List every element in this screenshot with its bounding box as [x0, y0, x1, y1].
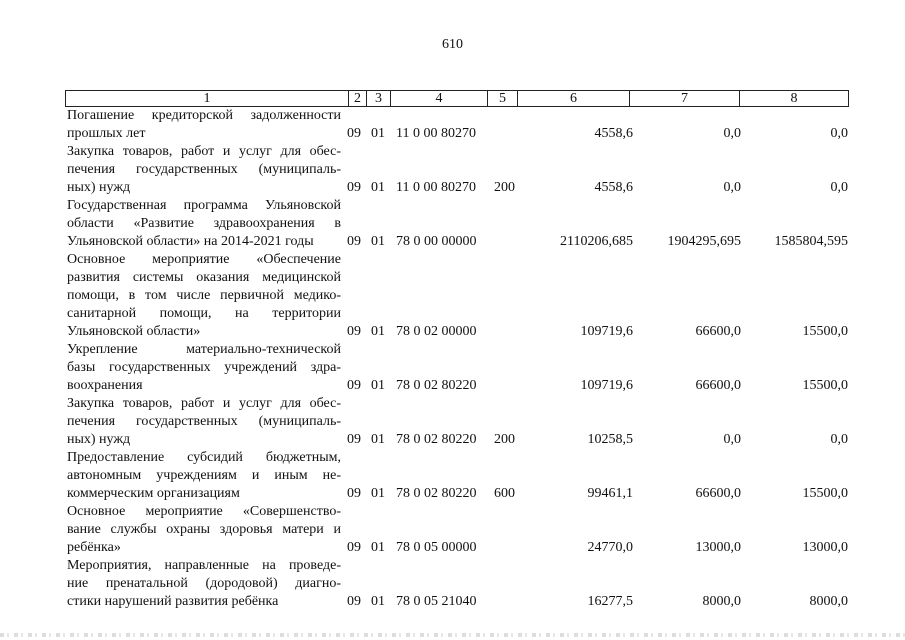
target-item-code: 78 0 02 80220 [396, 378, 477, 393]
amount-year-1: 99461,1 [587, 486, 633, 501]
header-col-4: 4 [391, 91, 488, 107]
amount-year-1: 24770,0 [587, 540, 633, 555]
section-code: 09 [347, 234, 361, 249]
row-description [67, 341, 341, 395]
row-description [67, 449, 341, 503]
section-code: 09 [347, 486, 361, 501]
row-description [67, 251, 341, 341]
amount-year-3: 8000,0 [809, 594, 848, 609]
amount-year-3: 0,0 [830, 180, 848, 195]
row-description [67, 503, 341, 557]
section-code: 09 [347, 432, 361, 447]
table-row [0, 143, 905, 197]
amount-year-2: 1904295,695 [667, 234, 741, 249]
amount-year-3: 0,0 [830, 126, 848, 141]
row-description [67, 107, 341, 143]
description-line: печения государственных (муниципаль- [67, 414, 341, 429]
row-description [67, 557, 341, 611]
expense-type-code: 200 [494, 180, 515, 195]
target-item-code: 78 0 02 00000 [396, 324, 477, 339]
header-col-1: 1 [66, 91, 349, 107]
amount-year-1: 109719,6 [580, 324, 633, 339]
subsection-code: 01 [371, 324, 385, 339]
section-code: 09 [347, 594, 361, 609]
subsection-code: 01 [371, 234, 385, 249]
description-line: Укрепление материально-технической [67, 342, 341, 357]
amount-year-1: 16277,5 [587, 594, 633, 609]
page-number: 610 [442, 37, 463, 52]
target-item-code: 11 0 00 80270 [396, 126, 476, 141]
header-col-8: 8 [740, 91, 849, 107]
amount-year-2: 66600,0 [695, 324, 741, 339]
subsection-code: 01 [371, 540, 385, 555]
description-line: ных) нужд [67, 180, 131, 195]
amount-year-3: 15500,0 [802, 378, 848, 393]
description-line: ние пренатальной (дородовой) диагно- [67, 576, 341, 591]
budget-rows [0, 107, 905, 611]
amount-year-3: 0,0 [830, 432, 848, 447]
section-code: 09 [347, 180, 361, 195]
description-line: базы государственных учреждений здра- [67, 360, 341, 375]
scan-edge-noise [0, 633, 905, 637]
description-line: Государственная программа Ульяновской [67, 198, 341, 213]
table-row [0, 197, 905, 251]
column-header-table [65, 90, 849, 107]
amount-year-3: 15500,0 [802, 486, 848, 501]
amount-year-2: 66600,0 [695, 378, 741, 393]
description-line: воохранения [67, 378, 143, 393]
target-item-code: 11 0 00 80270 [396, 180, 476, 195]
section-code: 09 [347, 540, 361, 555]
amount-year-1: 109719,6 [580, 378, 633, 393]
description-line: Основное мероприятие «Обеспечение [67, 252, 341, 267]
description-line: области «Развитие здравоохранения в [67, 216, 341, 231]
amount-year-1: 2110206,685 [560, 234, 633, 249]
section-code: 09 [347, 378, 361, 393]
amount-year-2: 0,0 [723, 432, 741, 447]
description-line: Закупка товаров, работ и услуг для обес- [67, 396, 341, 411]
target-item-code: 78 0 02 80220 [396, 432, 477, 447]
amount-year-1: 4558,6 [594, 126, 633, 141]
row-description [67, 197, 341, 251]
description-line: ребёнка» [67, 540, 121, 555]
amount-year-3: 13000,0 [802, 540, 848, 555]
description-line: Ульяновской области» на 2014-2021 годы [67, 234, 314, 249]
subsection-code: 01 [371, 486, 385, 501]
table-row [0, 557, 905, 611]
amount-year-1: 10258,5 [587, 432, 633, 447]
amount-year-2: 13000,0 [695, 540, 741, 555]
description-line: развития системы оказания медицинской [67, 270, 341, 285]
description-line: помощи, в том числе первичной медико- [67, 288, 341, 303]
target-item-code: 78 0 05 00000 [396, 540, 477, 555]
description-line: печения государственных (муниципаль- [67, 162, 341, 177]
description-line: коммерческим организациям [67, 486, 240, 501]
table-row [0, 503, 905, 557]
description-line: Погашение кредиторской задолженности [67, 108, 341, 123]
description-line: прошлых лет [67, 126, 146, 141]
table-row [0, 341, 905, 395]
description-line: Закупка товаров, работ и услуг для обес- [67, 144, 341, 159]
description-line: автономным учреждениям и иным не- [67, 468, 341, 483]
amount-year-2: 0,0 [723, 126, 741, 141]
table-row [0, 251, 905, 341]
amount-year-2: 66600,0 [695, 486, 741, 501]
expense-type-code: 200 [494, 432, 515, 447]
section-code: 09 [347, 126, 361, 141]
amount-year-2: 8000,0 [702, 594, 741, 609]
subsection-code: 01 [371, 594, 385, 609]
description-line: Основное мероприятие «Совершенство- [67, 504, 341, 519]
table-row [0, 107, 905, 143]
target-item-code: 78 0 02 80220 [396, 486, 477, 501]
table-row [0, 395, 905, 449]
target-item-code: 78 0 05 21040 [396, 594, 477, 609]
section-code: 09 [347, 324, 361, 339]
header-col-3: 3 [367, 91, 391, 107]
amount-year-2: 0,0 [723, 180, 741, 195]
description-line: Предоставление субсидий бюджетным, [67, 450, 341, 465]
amount-year-1: 4558,6 [594, 180, 633, 195]
subsection-code: 01 [371, 126, 385, 141]
header-col-5: 5 [488, 91, 518, 107]
subsection-code: 01 [371, 432, 385, 447]
header-col-6: 6 [518, 91, 630, 107]
description-line: Мероприятия, направленные на проведе- [67, 558, 341, 573]
header-col-2: 2 [349, 91, 367, 107]
description-line: Ульяновской области» [67, 324, 201, 339]
header-col-7: 7 [630, 91, 740, 107]
row-description [67, 143, 341, 197]
amount-year-3: 15500,0 [802, 324, 848, 339]
subsection-code: 01 [371, 378, 385, 393]
row-description [67, 395, 341, 449]
subsection-code: 01 [371, 180, 385, 195]
table-row [0, 449, 905, 503]
description-line: стики нарушений развития ребёнка [67, 594, 279, 609]
amount-year-3: 1585804,595 [774, 234, 848, 249]
description-line: ных) нужд [67, 432, 131, 447]
expense-type-code: 600 [494, 486, 515, 501]
description-line: санитарной помощи, на территории [67, 306, 341, 321]
description-line: вание службы охраны здоровья матери и [67, 522, 341, 537]
target-item-code: 78 0 00 00000 [396, 234, 477, 249]
